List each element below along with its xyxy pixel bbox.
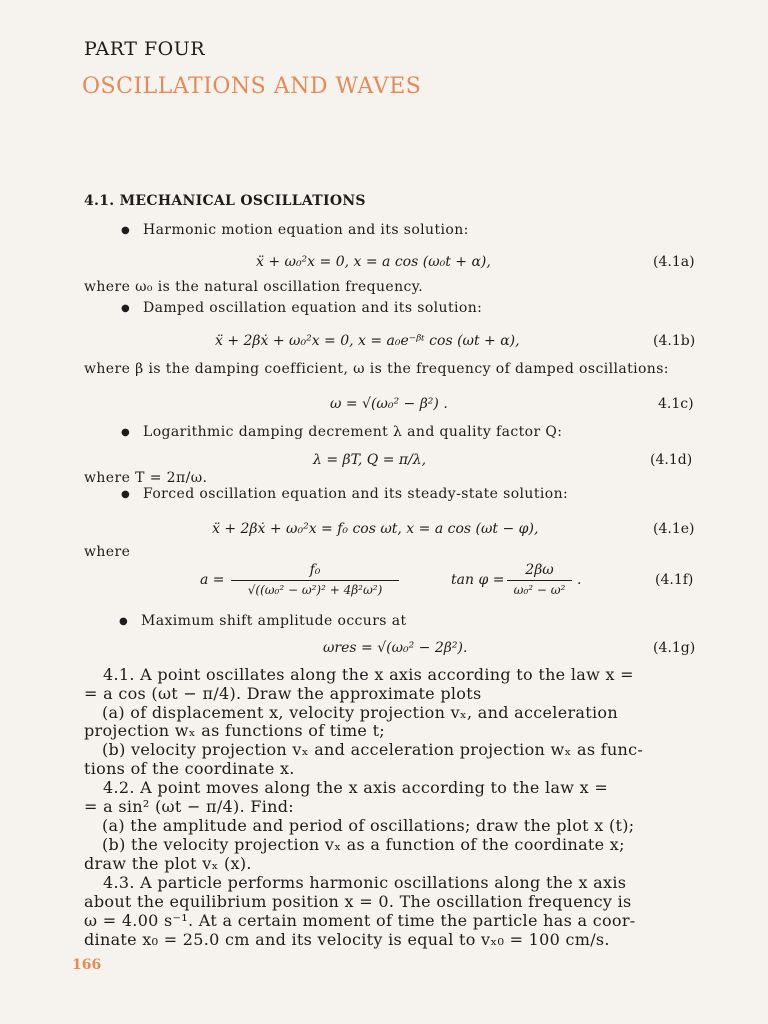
problem-line: (a) the amplitude and period of oscillations; draw the plot x (t);: [102, 816, 635, 835]
text-where: where: [84, 544, 131, 560]
problem-line: dinate x₀ = 25.0 cm and its velocity is equal to vₓ₀ = 100 cm/s.: [84, 930, 610, 949]
problem-line: (b) velocity projection vₓ and acceleration projection wₓ as func-: [102, 740, 644, 759]
equation-number-4-1d: (4.1d): [650, 452, 693, 468]
fraction-amplitude-denominator: √((ω₀² − ω²)² + 4β²ω²): [247, 583, 383, 597]
bullet-harmonic: ● Harmonic motion equation and its solution:: [143, 222, 469, 238]
fraction-bar: [507, 580, 572, 581]
text-natural-frequency: where ω₀ is the natural oscillation frequency.: [84, 279, 424, 295]
fraction-amplitude: [231, 562, 399, 597]
problem-line: about the equilibrium position x = 0. The oscillation frequency is: [84, 892, 632, 911]
bullet-log-decrement: ● Logarithmic damping decrement λ and quality factor Q:: [143, 424, 562, 440]
bullet-forced: ● Forced oscillation equation and its steady-state solution:: [143, 486, 568, 502]
equation-4-1b: ẍ + 2βẋ + ω₀²x = 0, x = a₀e⁻ᵝᵗ cos (ωt + α),: [215, 333, 520, 349]
equation-4-1f-dot: .: [577, 572, 582, 588]
problem-line: 4.2. A point moves along the x axis according to the law x =: [103, 778, 609, 797]
equation-number-4-1e: (4.1e): [653, 521, 695, 537]
equation-4-1a: ẍ + ω₀²x = 0, x = a cos (ω₀t + α),: [256, 254, 491, 270]
fraction-phase-numerator: 2βω: [525, 562, 554, 578]
problem-line: 4.1. A point oscillates along the x axis according to the law x =: [103, 665, 634, 684]
text-period: where T = 2π/ω.: [84, 470, 208, 486]
equation-4-1f-a: a =: [200, 572, 225, 588]
chapter-title: OSCILLATIONS AND WAVES: [82, 74, 422, 99]
equation-4-1c: ω = √(ω₀² − β²) .: [330, 396, 448, 412]
problem-line: = a cos (ωt − π/4). Draw the approximate plots: [84, 684, 482, 703]
equation-number-4-1c: 4.1c): [658, 396, 694, 412]
section-heading: 4.1. MECHANICAL OSCILLATIONS: [84, 193, 366, 209]
problem-line: draw the plot vₓ (x).: [84, 854, 252, 873]
equation-number-4-1a: (4.1a): [653, 254, 695, 270]
fraction-bar: [231, 580, 399, 581]
problem-line: = a sin² (ωt − π/4). Find:: [84, 797, 295, 816]
fraction-phase-denominator: ω₀² − ω²: [513, 583, 566, 597]
equation-4-1d: λ = βT, Q = π/λ,: [313, 452, 427, 468]
fraction-amplitude-numerator: f₀: [309, 562, 321, 578]
equation-number-4-1f: (4.1f): [655, 572, 694, 588]
equation-4-1f-tan: tan φ =: [451, 572, 505, 588]
fraction-phase: [507, 562, 572, 597]
part-label: PART FOUR: [84, 38, 206, 60]
equation-4-1e: ẍ + 2βẋ + ω₀²x = f₀ cos ωt, x = a cos (ωt − φ),: [212, 521, 539, 537]
text-damping-coefficient: where β is the damping coefficient, ω is the frequency of damped oscillations:: [84, 361, 669, 377]
problem-line: (a) of displacement x, velocity projection vₓ, and acceleration: [102, 703, 618, 722]
problem-line: 4.3. A particle performs harmonic oscillations along the x axis: [103, 873, 627, 892]
problem-line: projection wₓ as functions of time t;: [84, 721, 385, 740]
bullet-damped: ● Damped oscillation equation and its solution:: [143, 300, 482, 316]
bullet-max-shift: ● Maximum shift amplitude occurs at: [141, 613, 407, 629]
page-number: 166: [72, 957, 102, 973]
equation-number-4-1g: (4.1g): [653, 640, 696, 656]
equation-number-4-1b: (4.1b): [653, 333, 696, 349]
problem-line: (b) the velocity projection vₓ as a function of the coordinate x;: [102, 835, 625, 854]
equation-4-1g: ωres = √(ω₀² − 2β²).: [323, 640, 468, 656]
problem-line: ω = 4.00 s⁻¹. At a certain moment of time the particle has a coor-: [84, 911, 636, 930]
problem-line: tions of the coordinate x.: [84, 759, 295, 778]
